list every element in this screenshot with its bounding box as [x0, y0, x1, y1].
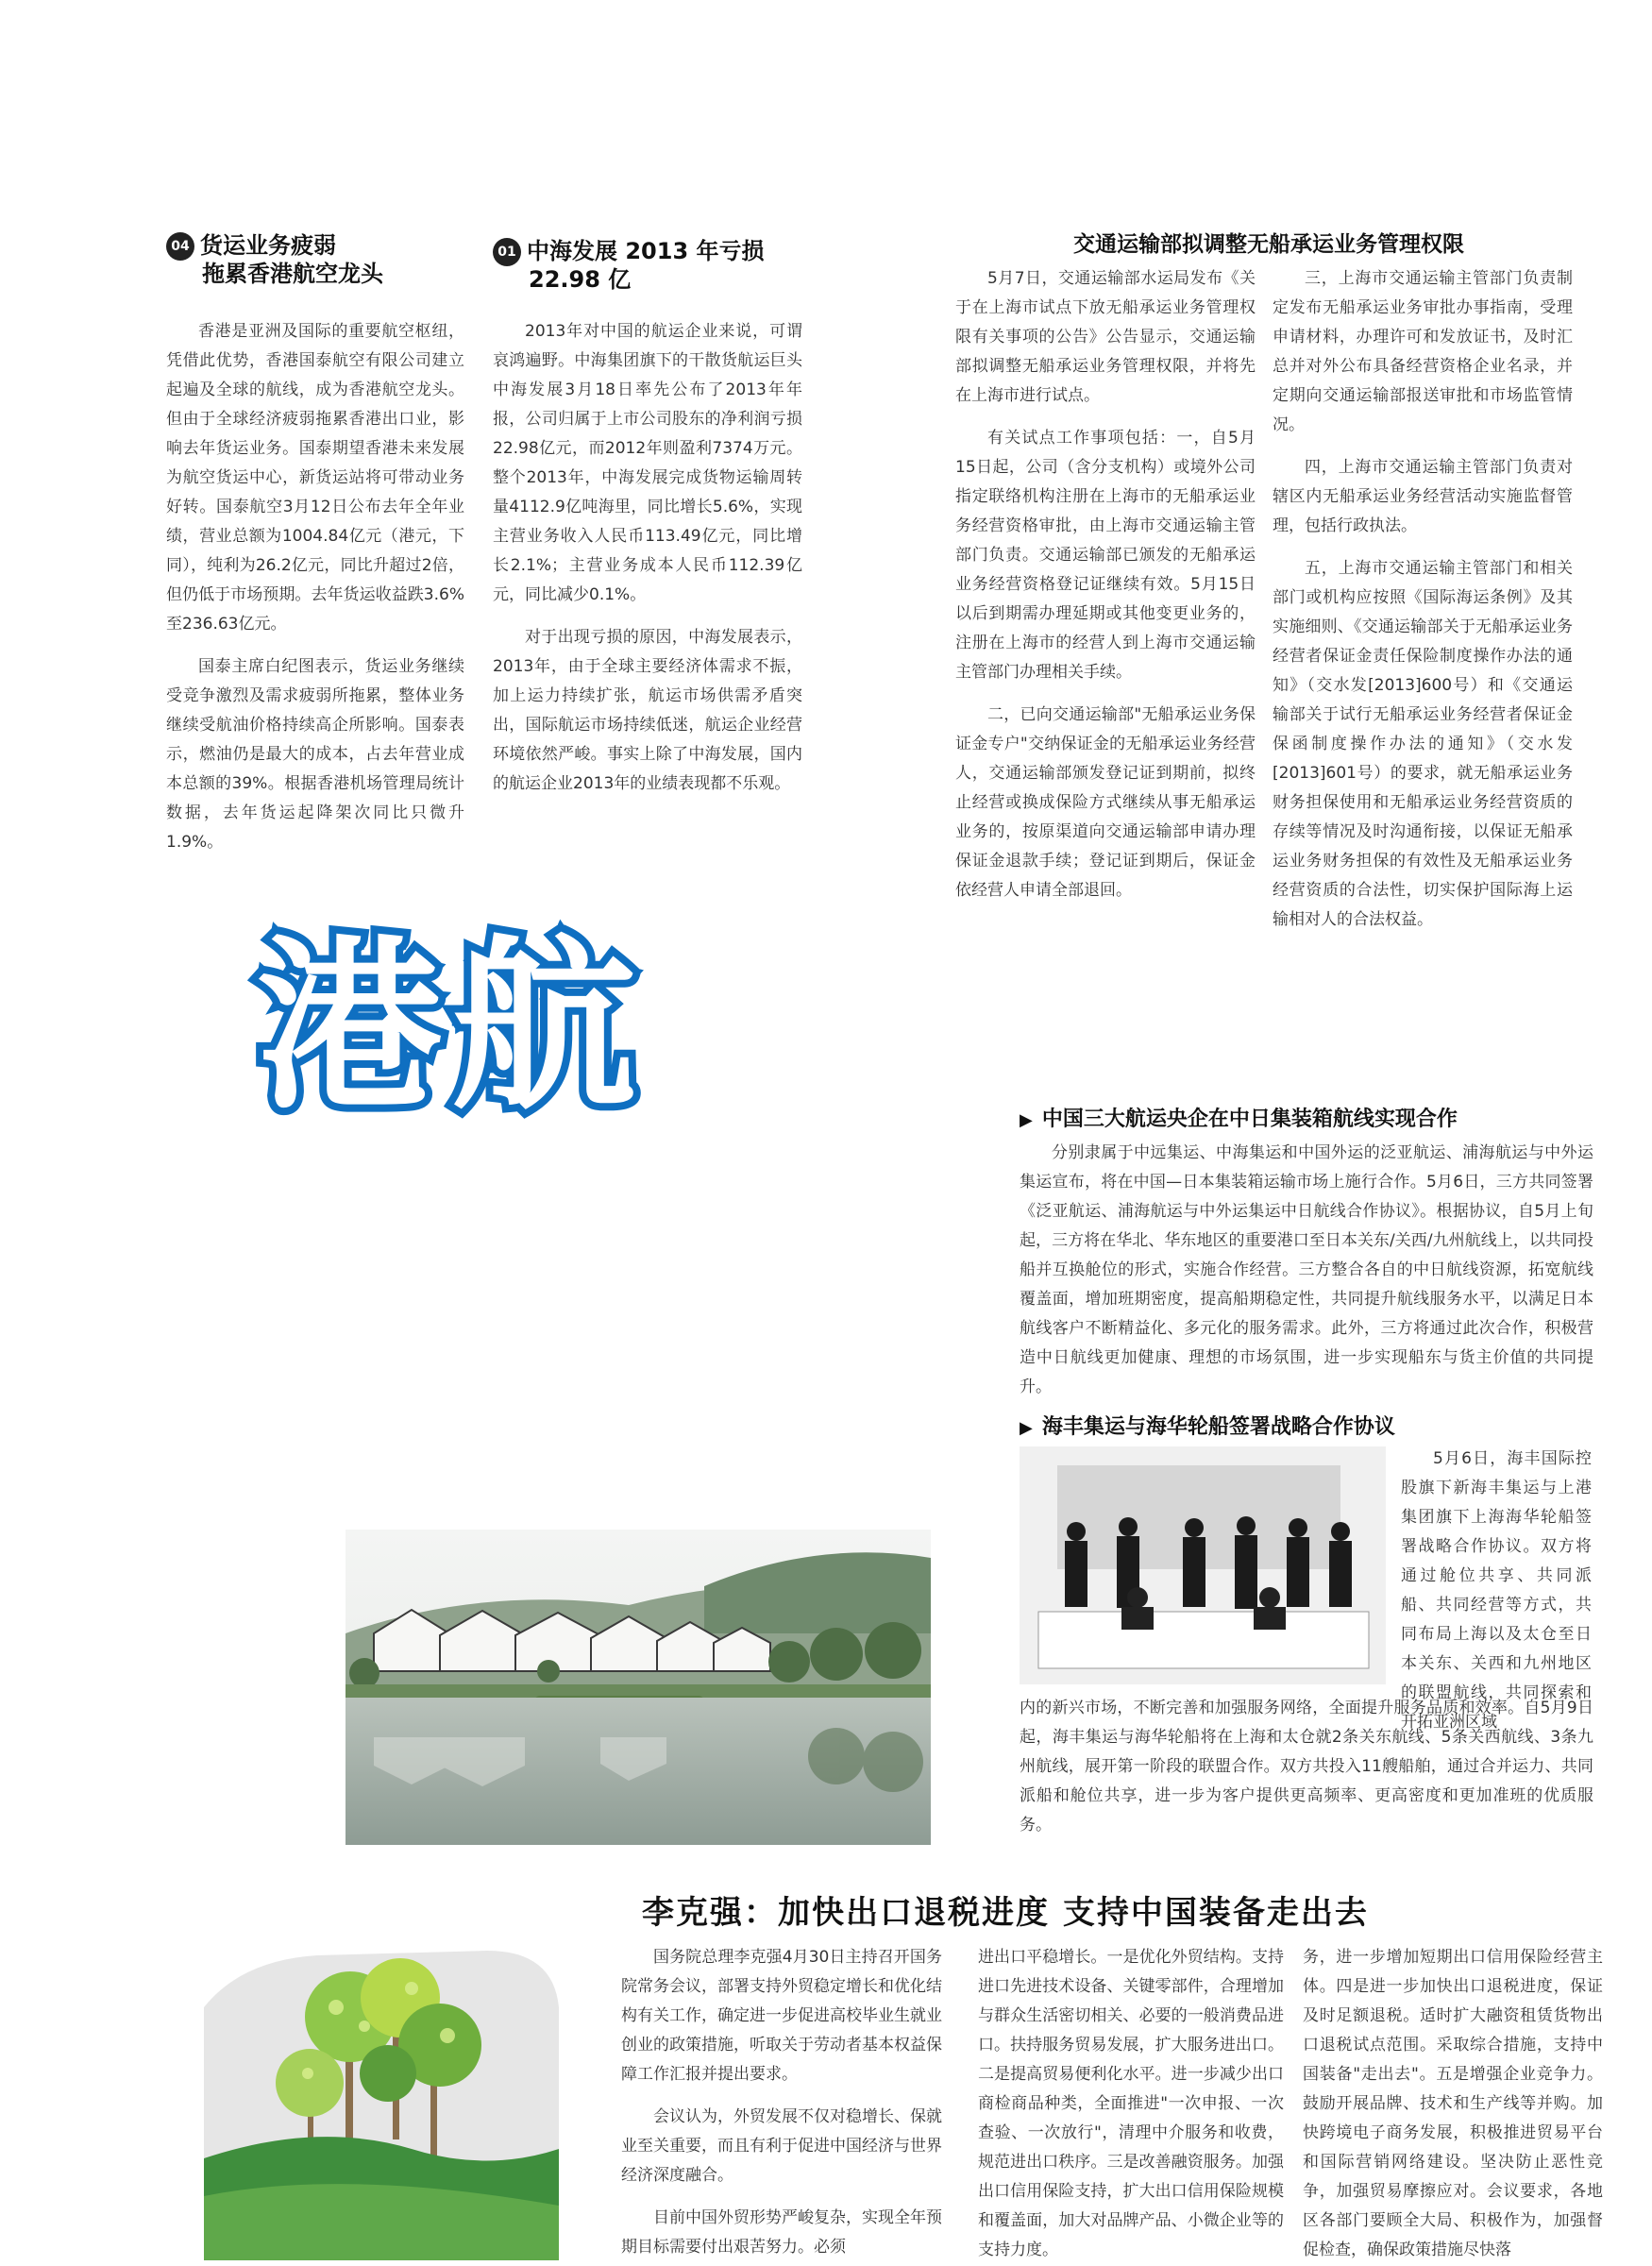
- cargo-article: [166, 232, 468, 288]
- article-number-badge: 01: [493, 238, 521, 266]
- village-lake-photo: [346, 1530, 931, 1845]
- alliance-article-body: [1020, 1139, 1593, 1402]
- haifeng-article-title: ▶ 海丰集运与海华轮船签署战略合作协议: [1020, 1415, 1395, 1439]
- trees-illustration: [204, 1932, 563, 2260]
- paragraph: 分别隶属于中远集运、中海集运和中国外运的泛亚航运、浦海航运与中外运集运宣布，将在中国—日本集装箱运输市场上施行合作。5月6日，三方共同签署《泛亚航运、浦海航运与中外运集运中日航线合作协议》。根据协议，自5月上旬起，三方将在华北、华东地区的重要港口至日本关东/关西/九州航线上，以共同投船并互换舱位的形式，实施合作经营。三方整合各自的中日航线资源，拓宽航线覆盖面，增加班期密度，提高船期稳定性，共同提升航线服务水平，以满足日本航线客户不断精益化、多元化的服务需求。此外，三方将通过此次合作，积极营造中日航线更加健康、理想的市场氛围，进一步实现船东与货主价值的共同提升。: [1020, 1143, 1593, 1396]
- alliance-article-title: ▶ 中国三大航运央企在中日集装箱航线实现合作: [1020, 1108, 1458, 1131]
- mot-article-col2: [1273, 264, 1573, 935]
- article-number-badge: 04: [166, 232, 194, 261]
- paragraph: 香港是亚洲及国际的重要航空枢纽，凭借此优势，香港国泰航空有限公司建立起遍及全球的航线，成为香港航空龙头。但由于全球经济疲弱拖累香港出口业，影响去年货运业务。国泰期望香港未来发展为航空货运中心，新货运站将可带动业务好转。国泰航空3月12日公布去年全年业绩，营业总额为1004.84亿元（港元，下同），纯利为26.2亿元，同比升超过2倍，但仍低于市场预期。去年货运收益跌3.6%至236.63亿元。: [166, 322, 464, 634]
- paragraph: 有关试点工作事项包括：一，自5月15日起，公司（含分支机构）或境外公司指定联络机构注册在上海市的无船承运业务经营资格审批，由上海市交通运输主管部门负责。交通运输部已颁发的无船承运业务经营资格登记证继续有效。5月15日以后到期需办理延期或其他变更业务的，注册在上海市的经营人到上海市交通运输主管部门办理相关手续。: [955, 429, 1256, 682]
- cargo-article-title: 04 货运业务疲弱 拖累香港航空龙头: [166, 232, 468, 288]
- paragraph: 五，上海市交通运输主管部门和相关部门或机构应按照《国际海运条例》及其实施细则、《交通运输部关于无船承运业务经营者保证金责任保险制度操作办法的通知》（交水发[2013]600号）和《交通运输部关于试行无船承运业务经营者保证金保函制度操作办法的通知》（交水发[2013]601号）的要求，就无船承运业务财务担保使用和无船承运业务经营资质的存续等情况及时沟通衔接，以保证无船承运业务财务担保的有效性及无船承运业务经营资质的合法性，切实保护国际海上运输相对人的合法权益。: [1273, 559, 1573, 929]
- paragraph: 国泰主席白纪图表示，货运业务继续受竞争激烈及需求疲弱所拖累，整体业务继续受航油价格持续高企所影响。国泰表示，燃油仍是最大的成本，占去年营业成本总额的39%。根据香港机场管理局统计数据，去年货运起降架次同比只微升1.9%。: [166, 657, 464, 852]
- mot-article-title: 交通运输部拟调整无船承运业务管理权限: [1073, 232, 1464, 257]
- paragraph: 内的新兴市场，不断完善和加强服务网络，全面提升服务品质和效率。自5月9日起，海丰集运与海华轮船将在上海和太仓就2条关东航线、5条关西航线、3条九州航线，展开第一阶段的联盟合作。双方共投入11艘船舶，通过合并运力、共同派船和舱位共享，进一步为客户提供更高频率、更高密度和更加准班的优质服务。: [1020, 1699, 1593, 1835]
- paragraph: 会议认为，外贸发展不仅对稳增长、保就业至关重要，而且有利于促进中国经济与世界经济深度融合。: [621, 2107, 942, 2185]
- paragraph: 5月6日，海丰国际控股旗下新海丰集运与上港集团旗下上海海华轮船签署战略合作协议。双方将通过舱位共享、共同派船、共同经营等方式，共同布局上海以及太仓至日本关东、关西和九州地区的联盟航线，共同探索和开拓亚洲区域: [1401, 1449, 1592, 1732]
- paragraph: 务，进一步增加短期出口信用保险经营主体。四是进一步加快出口退税进度，保证及时足额退税。适时扩大融资租赁货物出口退税试点范围。采取综合措施，支持中国装备"走出去"。五是增强企业竞争力。鼓励开展品牌、技术和生产线等并购。加快跨境电子商务发展，积极推进贸易平台和国际营销网络建设。坚决防止恶性竞争，加强贸易摩擦应对。会议要求，各地区各部门要顾全大局、积极作为，加强督促检查，确保政策措施尽快落: [1303, 1948, 1603, 2259]
- paragraph: 国务院总理李克强4月30日主持召开国务院常务会议，部署支持外贸稳定增长和优化结构有关工作，确定进一步促进高校毕业生就业创业的政策措施，听取关于劳动者基本权益保障工作汇报并提出要求。: [621, 1948, 942, 2084]
- paragraph: 对于出现亏损的原因，中海发展表示，2013年，由于全球主要经济体需求不振，加上运力持续扩张，航运市场供需矛盾突出，国际航运市场持续低迷，航运企业经营环境依然严峻。事实上除了中海发展，国内的航运企业2013年的业绩表现都不乐观。: [493, 628, 802, 793]
- paragraph: 三，上海市交通运输主管部门负责制定发布无船承运业务审批办事指南，受理申请材料，办理许可和发放证书，及时汇总并对外公布具备经营资格企业名录，并定期向交通运输部报送审批和市场监管情况。: [1273, 269, 1573, 434]
- cscl-article-title: 01 中海发展 2013 年亏损 22.98 亿: [493, 238, 804, 294]
- triangle-bullet-icon: ▶: [1020, 1418, 1033, 1438]
- paragraph: 二，已向交通运输部"无船承运业务保证金专户"交纳保证金的无船承运业务经营人，交通运输部颁发登记证到期前，拟终止经营或换成保险方式继续从事无船承运业务的，按原渠道向交通运输部申请办理保证金退款手续；登记证到期后，保证金依经营人申请全部退回。: [955, 705, 1256, 900]
- section-logo: 港航: [257, 920, 647, 1135]
- paragraph: 四，上海市交通运输主管部门负责对辖区内无船承运业务经营活动实施监督管理，包括行政执法。: [1273, 458, 1573, 535]
- premier-article-col3: [1303, 1943, 1603, 2265]
- paragraph: 2013年对中国的航运企业来说，可谓哀鸿遍野。中海集团旗下的干散货航运巨头中海发展3月18日率先公布了2013年年报，公司归属于上市公司股东的净利润亏损22.98亿元，而2012年则盈利7374万元。整个2013年，中海发展完成货物运输周转量4112.9亿吨海里，同比增长5.6%，实现主营业务收入人民币113.49亿元，同比增长2.1%；主营业务成本人民币112.39亿元，同比减少0.1%。: [493, 322, 802, 604]
- cscl-article-body: [493, 317, 802, 799]
- paragraph: 5月7日，交通运输部水运局发布《关于在上海市试点下放无船承运业务管理权限有关事项的公告》公告显示，交通运输部拟调整无船承运业务管理权限，并将先在上海市进行试点。: [955, 269, 1256, 405]
- signing-ceremony-photo: [1020, 1446, 1386, 1684]
- paragraph: 进出口平稳增长。一是优化外贸结构。支持进口先进技术设备、关键零部件，合理增加与群众生活密切相关、必要的一般消费品进口。扶持服务贸易发展，扩大服务进出口。二是提高贸易便利化水平。进一步减少出口商检商品种类，全面推进"一次申报、一次查验、一次放行"，清理中介服务和收费，规范进出口秩序。三是改善融资服务。加强出口信用保险支持，扩大出口信用保险规模和覆盖面，加大对品牌产品、小微企业等的支持力度。: [978, 1948, 1284, 2259]
- premier-article-col2: [978, 1943, 1284, 2265]
- haifeng-article-body: [1020, 1694, 1593, 1840]
- cargo-article-body: [166, 317, 464, 857]
- cscl-article: [493, 238, 804, 294]
- premier-article-title: 李克强：加快出口退税进度 支持中国装备走出去: [642, 1894, 1369, 1932]
- paragraph: 目前中国外贸形势严峻复杂，实现全年预期目标需要付出艰苦努力。必须: [621, 2208, 942, 2257]
- premier-article-col1: [621, 1943, 942, 2262]
- mot-article-col1: [955, 264, 1256, 905]
- triangle-bullet-icon: ▶: [1020, 1110, 1033, 1130]
